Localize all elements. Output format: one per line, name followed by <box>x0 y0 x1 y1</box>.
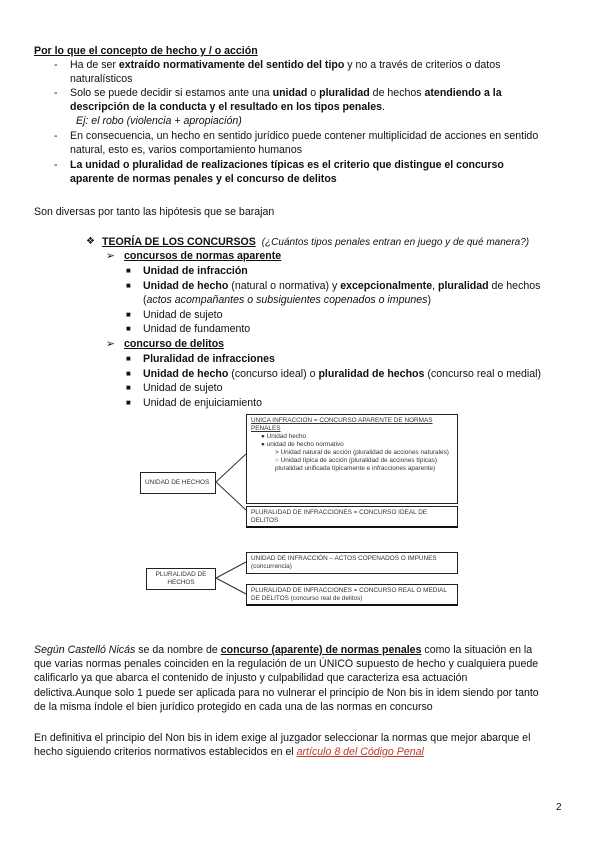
text: ) <box>427 294 431 306</box>
text-bold: Unidad de hecho <box>143 368 229 380</box>
delitos-item-4: Unidad de enjuiciamiento <box>143 397 262 409</box>
dash-bullet: - <box>54 87 58 99</box>
point-4-line-2: aparente de normas penales y el concurso de delitos <box>70 173 337 185</box>
text: hecho siguiendo criterios normativos establecidos en el <box>34 746 297 758</box>
text-bold: extraído normativamente del sentido del tipo <box>118 59 345 71</box>
text: (concurso ideal) o <box>228 368 319 380</box>
box-line <box>251 457 453 473</box>
text-bold: descripción de la conducta y el resultado en los tipos penales <box>70 101 383 113</box>
box-text: UNIDAD DE INFRACCIÓN – ACTOS COPENADOS O IMPUNES (concurrencia) <box>251 555 437 570</box>
text-bold: atendiendo a la <box>424 87 502 99</box>
text: (concurso real o medial) <box>424 368 541 380</box>
aparente-item-3: Unidad de sujeto <box>143 309 223 321</box>
square-bullet: ■ <box>126 383 131 392</box>
final-line-2 <box>34 745 424 760</box>
box-text: Unidad típica de acción (pluralidad de acciones típicas) pluralidad unificada típicamente e infracciones aparente) <box>275 457 437 472</box>
box-text: Unidad natural de acción (pluralidad de acciones naturales) <box>280 449 449 456</box>
pluralidad-hechos-box <box>146 568 216 590</box>
point-4-line-1: La unidad o pluralidad de realizaciones típicas es el criterio que distingue el concurso <box>70 159 504 171</box>
actos-copenados-box <box>246 552 458 574</box>
aparente-item-4: Unidad de fundamento <box>143 323 251 335</box>
box-line <box>251 441 453 449</box>
text: . <box>382 101 385 113</box>
square-bullet: ■ <box>126 369 131 378</box>
square-bullet: ■ <box>126 266 131 275</box>
delitos-item-1: Pluralidad de infracciones <box>143 353 275 365</box>
connector-line <box>216 482 246 510</box>
bullet-circle: ○ <box>275 457 281 464</box>
arrow-bullet: ➢ <box>106 250 115 262</box>
text-bold: pluralidad <box>437 280 489 292</box>
text: ( <box>143 294 147 306</box>
bullet-dot: ● <box>261 433 267 440</box>
concurso-real-box <box>246 584 458 606</box>
intro-text: Son diversas por tanto las hipótesis que se barajan <box>34 206 275 218</box>
page-number: 2 <box>556 802 562 813</box>
example-line: Ej: el robo (violencia + apropiación) <box>76 115 242 127</box>
bullet-arrow: > <box>275 449 281 456</box>
text: Ha de ser <box>70 59 119 71</box>
box-label: UNIDAD DE HECHOS <box>145 479 210 486</box>
text: de hechos <box>369 87 425 99</box>
box-title: UNICA INFRACCION = CONCURSO APARENTE DE NORMAS PENALES <box>251 417 433 432</box>
point-3-line-2: natural, esto es, varios comportamiento humanos <box>70 144 303 156</box>
unidad-hechos-box <box>140 472 216 494</box>
point-3-line-1: En consecuencia, un hecho en sentido jurídico puede contener multiplicidad de acciones en sentido <box>70 130 539 142</box>
arrow-bullet: ➢ <box>106 338 115 350</box>
text: Solo se puede decidir si estamos ante una <box>70 87 273 99</box>
text: (natural o normativa) y <box>228 280 341 292</box>
text-bold: unidad <box>272 87 308 99</box>
final-line-1: En definitiva el principio del Non bis in idem exige al juzgador seleccionar la normas que mejor abarque el <box>34 732 531 744</box>
castello-line-3: calificarlo ya que abarca el contenido de injusto y culpabilidad que caracteriza esa actuación <box>34 672 468 684</box>
bullet-dot: ● <box>261 441 267 448</box>
text-italic: actos acompañantes o subsiguientes copenados o impunes <box>146 294 428 306</box>
aparente-label: concursos de normas aparente <box>124 250 282 262</box>
dash-bullet: - <box>54 130 58 142</box>
text-bold: Unidad de hecho <box>143 280 229 292</box>
castello-line-5: de la misma índole el bien jurídico protegido en cada una de las normas en concurso <box>34 701 433 713</box>
box-text: unidad de hecho normativo <box>266 441 344 448</box>
teoria-subtitle: (¿Cuántos tipos penales entran en juego y de qué manera?) <box>261 237 530 248</box>
box-line <box>251 449 453 457</box>
text: de hechos <box>488 280 541 292</box>
article-link[interactable]: artículo 8 del Código Penal <box>296 746 424 758</box>
box-text: Unidad hecho <box>266 433 307 440</box>
teoria-title: TEORÍA DE LOS CONCURSOS <box>102 236 256 248</box>
connector-line <box>216 454 246 482</box>
box-label: PLURALIDAD DE HECHOS <box>155 571 207 586</box>
castello-line-1 <box>34 643 532 658</box>
box-text: PLURALIDAD DE INFRACCIONES = CONCURSO REAL O MEDIAL DE DELITOS (concurso real de delitos) <box>251 587 447 602</box>
castello-line-4: delictiva.Aunque solo 1 puede ser aplicada para no vulnerar el principio de Non bis in idem siendo por tanto <box>34 687 539 699</box>
box-line <box>251 433 453 441</box>
square-bullet: ■ <box>126 310 131 319</box>
box-text: PLURALIDAD DE INFRACCIONES = CONCURSO IDEAL DE DELITOS <box>251 509 428 524</box>
dash-bullet: - <box>54 159 58 171</box>
unica-infraccion-box <box>246 414 458 504</box>
delitos-item-3: Unidad de sujeto <box>143 382 223 394</box>
diamond-bullet: ❖ <box>86 236 95 247</box>
text: y no a través de criterios o datos <box>344 59 501 71</box>
author-name: Según Castelló Nicás <box>34 644 136 656</box>
square-bullet: ■ <box>126 324 131 333</box>
square-bullet: ■ <box>126 398 131 407</box>
section-heading: Por lo que el concepto de hecho y / o acción <box>34 45 258 57</box>
text-bold: excepcionalmente <box>340 280 433 292</box>
connector-line <box>216 578 246 594</box>
dash-bullet: - <box>54 59 58 71</box>
text: como la situación en la <box>421 644 533 656</box>
text-bold: pluralidad <box>319 87 370 99</box>
text: se da nombre de <box>135 644 221 656</box>
square-bullet: ■ <box>126 354 131 363</box>
pluralidad-infracciones-ideal-box <box>246 506 458 528</box>
text-bold: pluralidad de hechos <box>318 368 425 380</box>
delitos-label: concurso de delitos <box>124 338 225 350</box>
square-bullet: ■ <box>126 281 131 290</box>
connector-line <box>216 562 246 578</box>
concept-term: concurso (aparente) de normas penales <box>220 644 422 656</box>
castello-line-2: que varias normas penales coinciden en la regulación de un ÚNICO supuesto de hecho y cualquiera puede <box>34 658 539 670</box>
text: o <box>307 87 320 99</box>
text: , <box>432 280 438 292</box>
point-1-line-2: naturalísticos <box>70 73 133 85</box>
aparente-item-1: Unidad de infracción <box>143 265 248 277</box>
